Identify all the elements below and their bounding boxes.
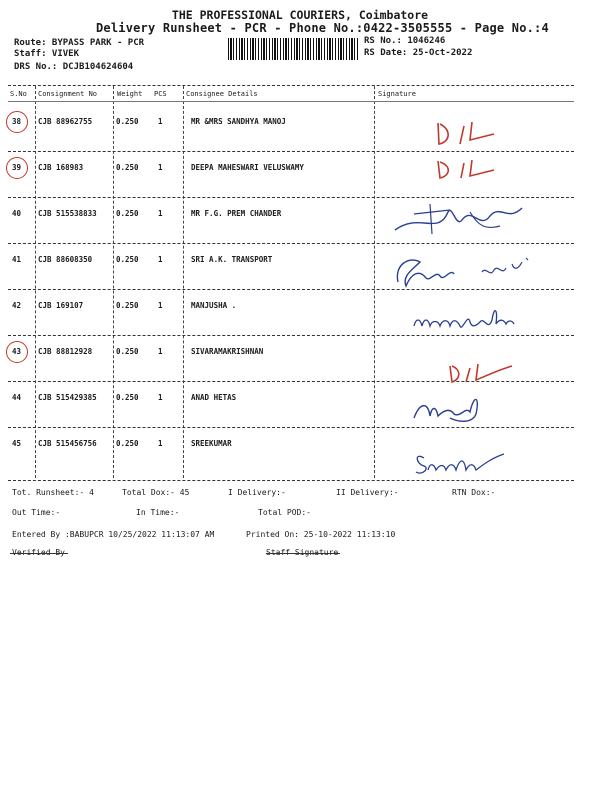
column-divider [113,86,114,478]
row-consignee: MR F.G. PREM CHANDER [191,209,282,218]
row-weight: 0.250 [116,439,139,448]
rs-number: RS No.: 1046246 [364,36,446,46]
row-consignment-no: CJB 88962755 [38,117,93,126]
column-divider [374,86,375,478]
col-header-consignee: Consignee Details [186,90,258,98]
signature-row-42 [410,302,520,338]
i-delivery: I Delivery:- [228,488,286,497]
row-weight: 0.250 [116,209,139,218]
verified-by: Verified By [12,548,65,557]
row-consignee: ANAD HETAS [191,393,237,402]
row-consignment-no: CJB 88812928 [38,347,93,356]
col-header-consignment: Consignment No [38,90,98,98]
row-pcs: 1 [158,439,163,448]
signature-row-45 [412,448,512,478]
row-pcs: 1 [158,347,163,356]
row-consignment-no: CJB 515429385 [38,393,97,402]
row-weight: 0.250 [116,255,139,264]
ii-delivery: II Delivery:- [336,488,399,497]
row-sno: 40 [12,209,22,218]
col-header-pcs: PCS [154,90,167,98]
row-pcs: 1 [158,393,163,402]
row-consignee: DEEPA MAHESWARI VELUSWAMY [191,163,304,172]
tot-runsheet: Tot. Runsheet:- 4 [12,488,94,497]
circle-mark [6,157,28,179]
row-weight: 0.250 [116,393,139,402]
row-consignee: MR &MRS SANDHYA MANOJ [191,117,286,126]
row-sno: 39 [12,163,22,172]
row-divider [8,197,574,198]
route-label: Route: BYPASS PARK - PCR [14,38,145,48]
row-weight: 0.250 [116,163,139,172]
total-dox: Total Dox:- 45 [122,488,190,497]
rs-date: RS Date: 25-Oct-2022 [364,48,473,58]
row-consignee: SIVARAMAKRISHNAN [191,347,264,356]
company-title: THE PROFESSIONAL COURIERS, Coimbatore [171,8,429,22]
footer-divider [8,480,574,481]
verified-strike [10,553,68,554]
circle-mark [6,341,28,363]
total-pod: Total POD:- [258,508,311,517]
out-time: Out Time:- [12,508,61,517]
signature-row-41 [390,252,540,294]
row-consignee: SREEKUMAR [191,439,232,448]
row-pcs: 1 [158,117,163,126]
row-sno: 43 [12,347,22,356]
row-sno: 45 [12,439,22,448]
row-sno: 41 [12,255,22,264]
signature-dl-38 [430,118,500,148]
barcode [228,38,358,60]
row-weight: 0.250 [116,117,139,126]
signature-dl-39 [430,158,500,183]
signature-row-40 [390,200,530,240]
row-consignment-no: CJB 515538833 [38,209,97,218]
row-divider [8,243,574,244]
entered-by: Entered By :BABUPCR 10/25/2022 11:13:07 AM [12,530,215,539]
row-weight: 0.250 [116,347,139,356]
column-divider [183,86,184,478]
staff-label: Staff: VIVEK [14,49,80,59]
row-weight: 0.250 [116,301,139,310]
in-time: In Time:- [136,508,180,517]
row-consignment-no: CJB 169107 [38,301,84,310]
row-consignment-no: CJB 515456756 [38,439,97,448]
row-pcs: 1 [158,255,163,264]
row-divider [8,151,574,152]
header-divider [8,85,574,86]
col-header-weight: Weight [117,90,143,98]
column-divider [35,86,36,478]
signature-dl-43 [446,360,516,386]
col-header-signature: Signature [378,90,416,98]
row-consignee: MANJUSHA . [191,301,237,310]
runsheet-subtitle: Delivery Runsheet - PCR - Phone No.:0422-3505555 - Page No.:4 [96,21,549,35]
signature-row-44 [410,392,490,428]
row-pcs: 1 [158,301,163,310]
header-underline [8,101,574,102]
row-consignee: SRI A.K. TRANSPORT [191,255,273,264]
printed-on: Printed On: 25-10-2022 11:13:10 [246,530,396,539]
drs-number: DRS No.: DCJB104624604 [14,62,134,72]
rtn-dox: RTN Dox:- [452,488,496,497]
staff-strike [266,553,340,554]
circle-mark [6,111,28,133]
staff-signature: Staff Signature [266,548,339,557]
row-sno: 38 [12,117,22,126]
row-consignment-no: CJB 88608350 [38,255,93,264]
row-consignment-no: CJB 168983 [38,163,84,172]
row-pcs: 1 [158,163,163,172]
col-header-sno: S.No [10,90,27,98]
row-sno: 44 [12,393,22,402]
row-pcs: 1 [158,209,163,218]
row-sno: 42 [12,301,22,310]
